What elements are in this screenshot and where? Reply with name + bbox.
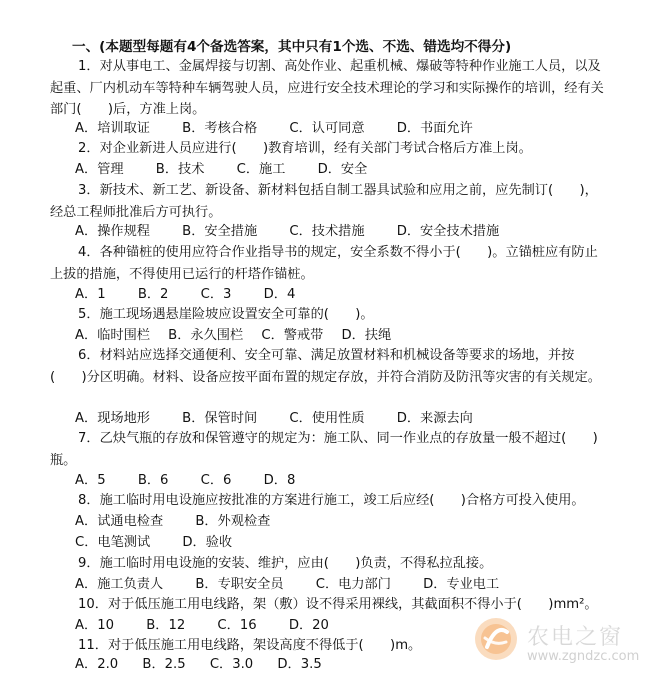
option-a: A．试通电检查	[75, 514, 164, 529]
option-c: C．16	[217, 618, 257, 633]
question-3	[50, 180, 610, 223]
option-a: A．10	[75, 618, 114, 633]
question-9	[50, 553, 610, 575]
option-a: A．1	[75, 287, 106, 302]
question-9-options	[75, 574, 527, 595]
option-d: D．扶绳	[341, 328, 392, 343]
question-stem: 6．材料站应选择交通便利、安全可靠、满足放置材料和机械设备等要求的场地，并按( )分区明确。材料、设备应按平面布置的规定存放，并符合消防及防汛等灾害的有关规定。	[50, 348, 601, 385]
option-a: A．管理	[75, 162, 124, 177]
option-d: D．专业电工	[423, 577, 500, 592]
question-7	[50, 428, 610, 471]
option-c: C．3.0	[209, 657, 254, 672]
option-b: B．考核合格	[182, 121, 258, 136]
question-4	[50, 242, 610, 285]
option-a: A．操作规程	[75, 224, 150, 239]
option-a: A．现场地形	[75, 411, 150, 426]
question-stem: 11．对于低压施工用电线路，架设高度不得低于( )m。	[78, 638, 422, 653]
question-8-options-row2	[75, 532, 260, 553]
option-b: B．专职安全员	[195, 577, 284, 592]
option-d: D．8	[263, 473, 296, 488]
option-b: B．保管时间	[182, 411, 258, 426]
option-c: C．认可同意	[289, 121, 365, 136]
option-c: C．电力部门	[315, 577, 391, 592]
option-a: A．5	[75, 473, 106, 488]
question-8	[50, 490, 610, 512]
option-a: A．临时围栏	[75, 328, 150, 343]
option-d: D．来源去向	[396, 411, 473, 426]
watermark-logo-icon	[473, 616, 519, 662]
question-8-options	[75, 511, 298, 532]
watermark-title: 农电之窗	[527, 625, 624, 650]
option-c: C．技术措施	[289, 224, 365, 239]
option-c: C．使用性质	[289, 411, 365, 426]
question-stem: 1．对从事电工、金属焊接与切割、高处作业、起重机械、爆破等特种作业施工人员，以及起重、厂内机动车等特种车辆驾驶人员，应进行安全技术理论的学习和实际操作的培训，经有关部门( )后，方准上岗。	[50, 59, 604, 117]
question-6-options	[75, 408, 501, 429]
question-6	[50, 345, 610, 388]
question-1	[50, 56, 610, 121]
option-d: D．20	[288, 618, 329, 633]
question-1-options	[75, 118, 501, 139]
question-stem: 9．施工临时用电设施的安装、维护，应由( )负责，不得私拉乱接。	[78, 556, 493, 571]
option-d: D．验收	[182, 535, 233, 550]
option-c: C．电笔测试	[75, 535, 151, 550]
option-a: A．培训取证	[75, 121, 150, 136]
option-a: A．2.0	[75, 657, 119, 672]
question-2	[50, 138, 610, 160]
option-d: D．书面允许	[396, 121, 473, 136]
question-stem: 3．新技术、新工艺、新设备、新材料包括自制工器具试验和应用之前，应先制订( )，经总工程师批准后方可执行。	[50, 183, 598, 220]
option-c: C．施工	[236, 162, 286, 177]
question-5	[50, 304, 610, 326]
option-c: C．6	[200, 473, 232, 488]
watermark-url: www.zgndzc.com	[527, 649, 640, 664]
option-a: A．施工负责人	[75, 577, 164, 592]
question-10-options	[75, 615, 357, 636]
question-stem: 2．对企业新进人员应进行( )教育培训，经有关部门考试合格后方准上岗。	[78, 141, 532, 156]
question-5-options	[75, 325, 419, 346]
question-2-options	[75, 159, 395, 180]
option-d: D．3.5	[277, 657, 322, 672]
question-stem: 10．对于低压施工用电线路，架（敷）设不得采用裸线，其截面积不得小于( )mm²。	[78, 597, 598, 612]
option-d: D．4	[263, 287, 296, 302]
option-b: B．安全措施	[182, 224, 258, 239]
question-stem: 8．施工临时用电设施应按批准的方案进行施工，竣工后应经( )合格方可投入使用。	[78, 493, 585, 508]
option-c: C．3	[200, 287, 232, 302]
section-title: 一、(本题型每题有4个备选答案，其中只有1个选、不选、错选均不得分)	[72, 39, 512, 55]
watermark	[467, 610, 652, 670]
option-c: C．警戒带	[261, 328, 324, 343]
option-b: B．2.5	[142, 657, 186, 672]
option-b: B．2	[137, 287, 169, 302]
option-d: D．安全	[317, 162, 368, 177]
option-b: B．外观检查	[195, 514, 271, 529]
option-b: B．永久围栏	[168, 328, 244, 343]
option-d: D．安全技术措施	[396, 224, 500, 239]
option-b: B．12	[146, 618, 186, 633]
question-7-options	[75, 470, 323, 491]
question-stem: 5．施工现场遇悬崖险坡应设置安全可靠的( )。	[78, 307, 374, 322]
option-b: B．技术	[155, 162, 205, 177]
question-4-options	[75, 284, 323, 305]
question-stem: 4．各种锚桩的使用应符合作业指导书的规定，安全系数不得小于( )。立锚桩应有防止上拔的措施，不得使用已运行的杆塔作锚桩。	[50, 245, 598, 282]
option-b: B．6	[137, 473, 169, 488]
question-3-options	[75, 221, 527, 242]
question-stem: 7．乙炔气瓶的存放和保管遵守的规定为：施工队、同一作业点的存放量一般不超过( )瓶。	[50, 431, 598, 468]
